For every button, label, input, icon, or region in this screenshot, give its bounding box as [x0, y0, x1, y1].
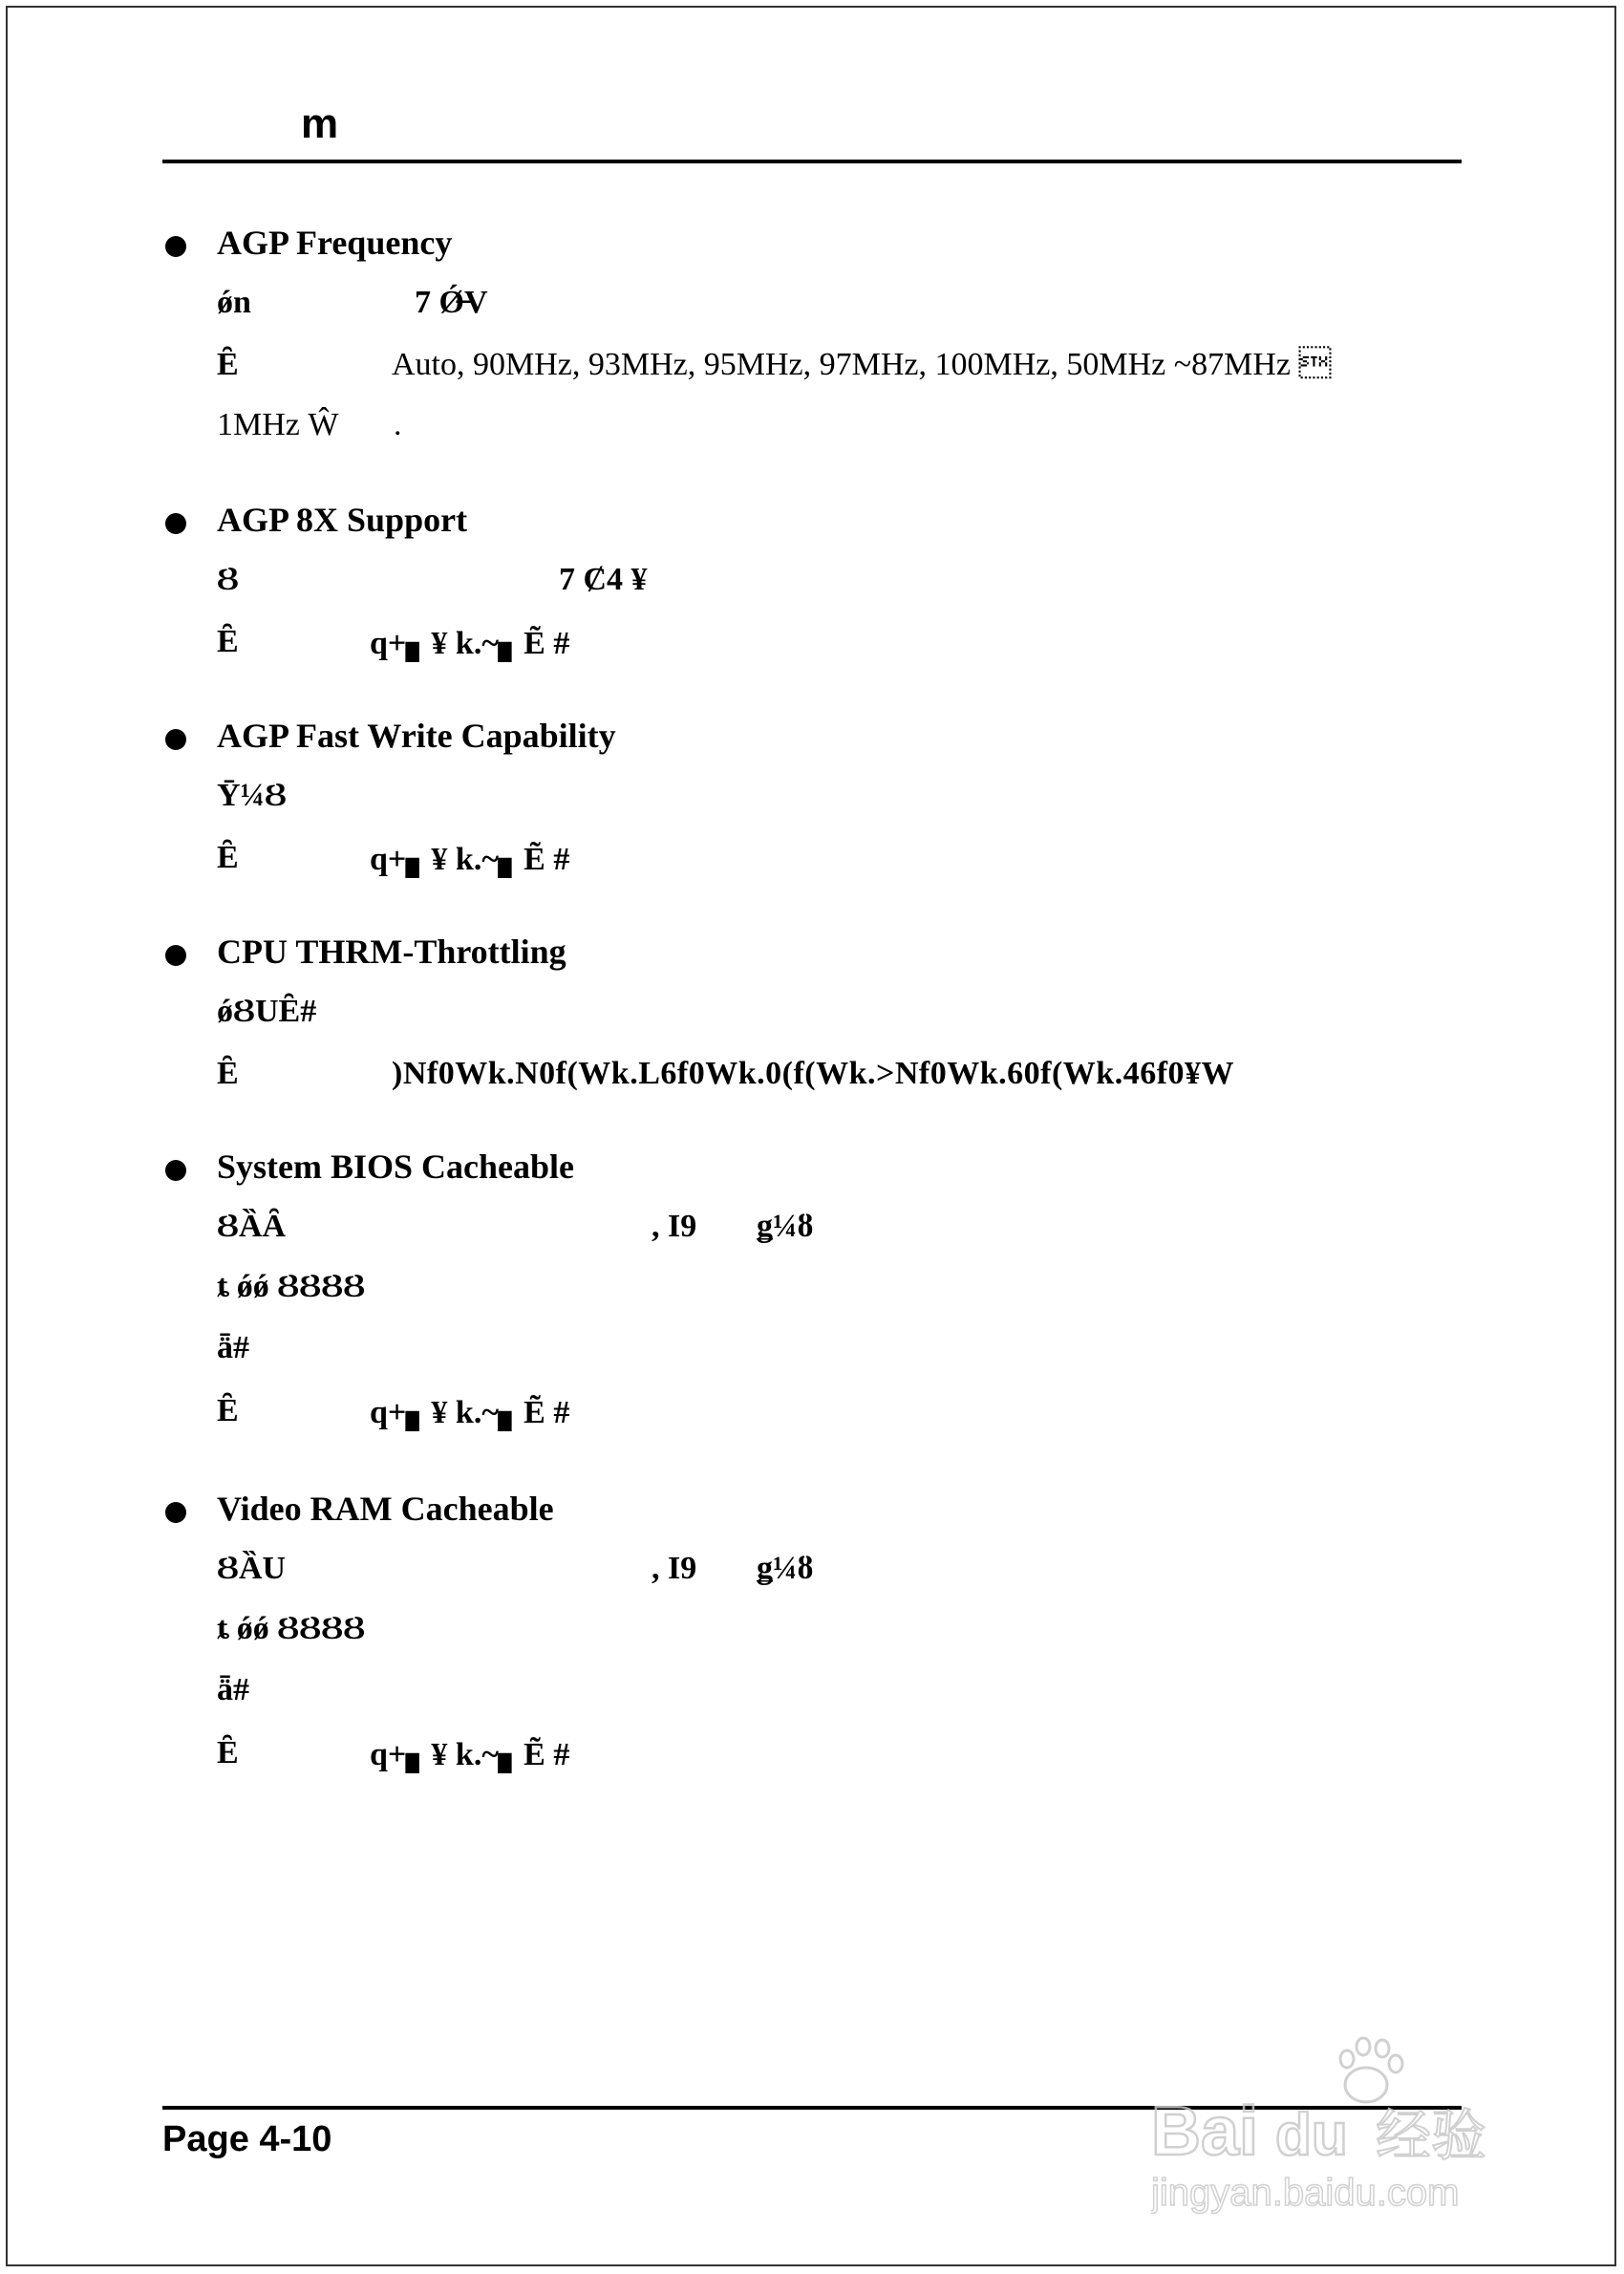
description-line-3: ǟ#: [217, 1330, 249, 1365]
description-line: ǿȢUȆ#: [217, 994, 317, 1029]
bullet-icon: [165, 1160, 186, 1181]
svg-text:jingyan.baidu.com: jingyan.baidu.com: [1151, 2172, 1460, 2214]
section-title: System BIOS Cacheable: [217, 1148, 575, 1186]
options-line: Ȇ q+▖¥ k.~▖Ẽ #: [217, 1735, 570, 1772]
options-line: Ȇ )Nf0Wk.N0f(Wk.L6f0Wk.0(f(Wk.>Nf0Wk.60f(Wk.46f0¥W: [217, 1056, 1235, 1091]
baidu-watermark-logo: [1151, 2026, 1533, 2217]
header-rule: [162, 160, 1462, 163]
description-line-2: ȶ ǿǿ ȢȢȢȢ: [217, 1269, 366, 1304]
description-line: Ȣ 7 Ȼ4 ¥: [217, 562, 648, 597]
bullet-icon: [165, 236, 186, 257]
section-title: AGP Fast Write Capability: [217, 717, 616, 755]
bullet-icon: [165, 729, 186, 750]
options-line: Ȇ q+▖¥ k.~▖Ẽ #: [217, 840, 570, 877]
options-line: Ȇ Auto, 90MHz, 93MHz, 95MHz, 97MHz, 100MHz, 50MHz ~87MHz : [217, 347, 1332, 382]
description-line-3: ǟ#: [217, 1672, 249, 1707]
section-title: CPU THRM-Throttling: [217, 933, 566, 971]
description-line: ȢȀȂ , I9 ǥ¼ȣ: [217, 1209, 814, 1244]
bullet-icon: [165, 1502, 186, 1523]
bullet-icon: [165, 945, 186, 966]
description-line: Ȳ¼Ȣ: [217, 778, 288, 813]
page-border: [6, 6, 1616, 2266]
bullet-icon: [165, 513, 186, 534]
section-title: AGP Frequency: [217, 224, 453, 262]
description-line: ȢȀU , I9 ǥ¼ȣ: [217, 1551, 814, 1586]
options-line-continued: 1MHz Ŵ .: [217, 407, 402, 442]
options-line: Ȇ q+▖¥ k.~▖Ẽ #: [217, 1393, 570, 1430]
section-title: AGP 8X Support: [217, 501, 468, 539]
svg-text:Bai: Bai: [1151, 2093, 1259, 2170]
page-number: Page 4-10: [162, 2119, 332, 2159]
page-header: m: [301, 100, 339, 147]
section-title: Video RAM Cacheable: [217, 1490, 554, 1528]
svg-text:经验: 经验: [1376, 2103, 1487, 2168]
svg-text:du: du: [1275, 2102, 1348, 2168]
description-line-2: ȶ ǿǿ ȢȢȢȢ: [217, 1611, 366, 1646]
options-line: Ȇ q+▖¥ k.~▖Ẽ #: [217, 624, 570, 661]
description-line: ǿn 7 Ǿ̶V: [217, 285, 488, 320]
